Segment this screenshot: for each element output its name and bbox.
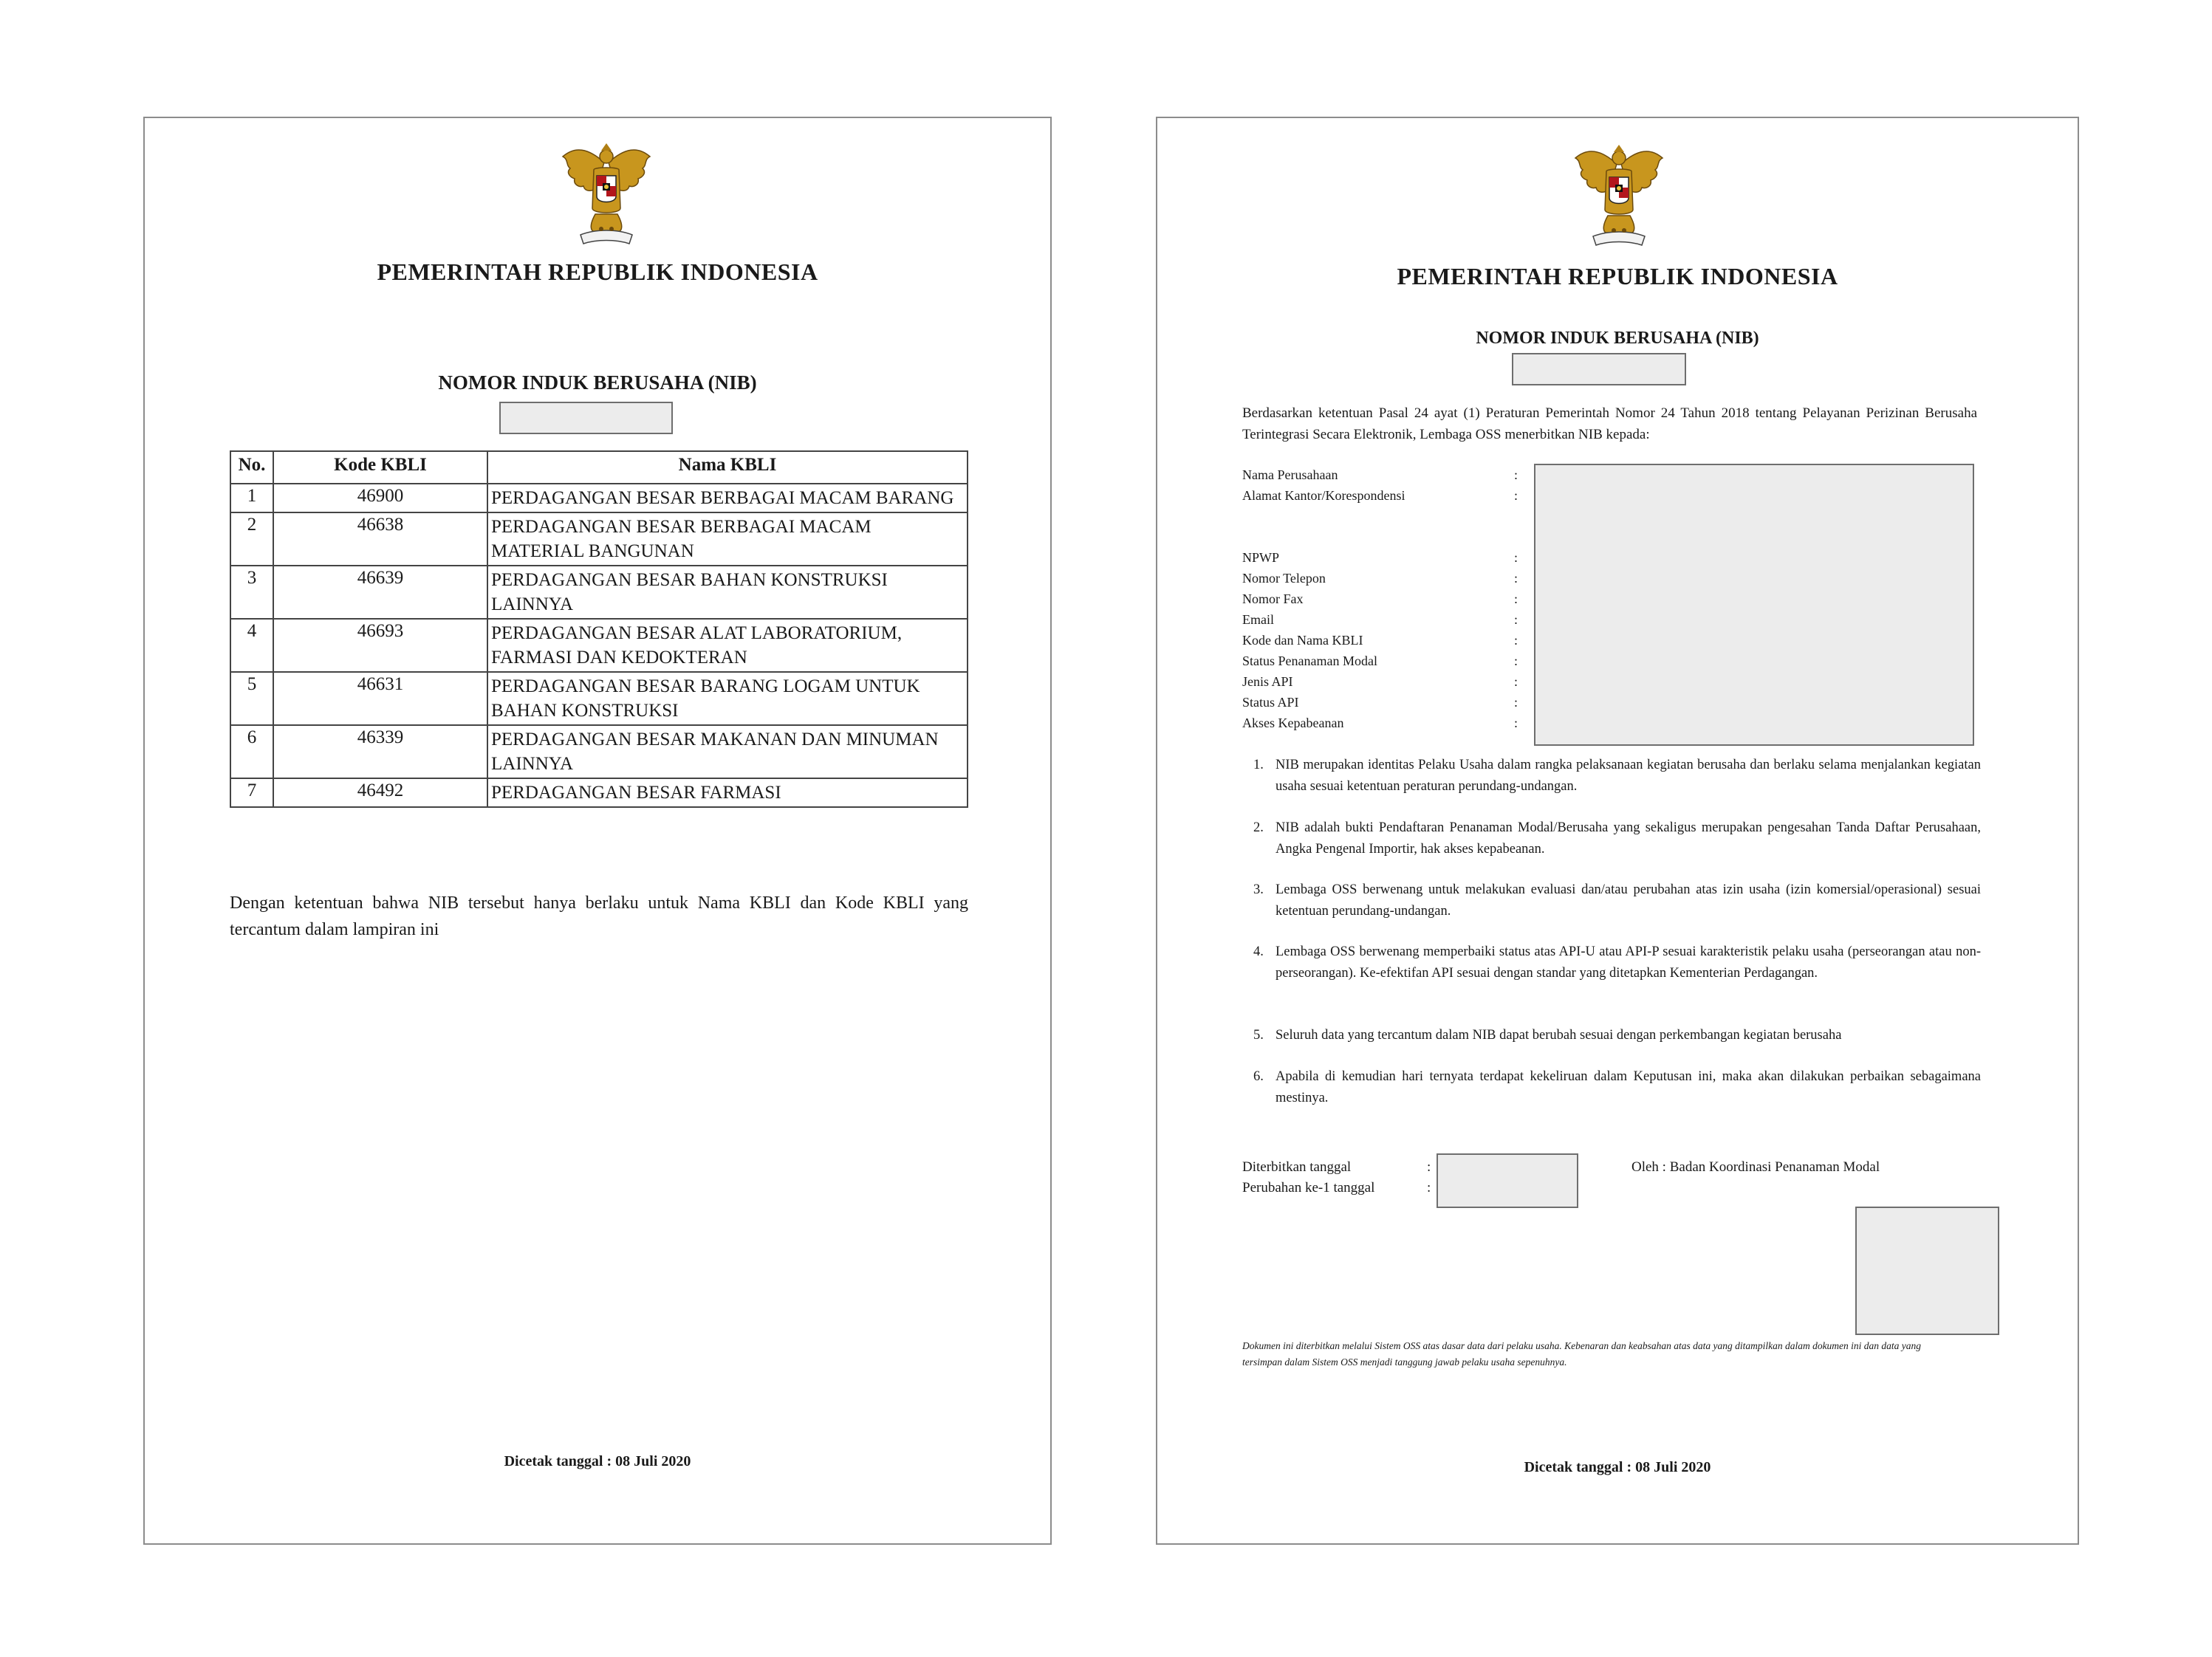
field-colon: : bbox=[1514, 467, 1518, 482]
item-number: 2. bbox=[1253, 820, 1264, 835]
header-kode-kbli: Kode KBLI bbox=[273, 451, 487, 484]
field-label: Nomor Fax bbox=[1242, 591, 1304, 606]
field-label: Email bbox=[1242, 612, 1274, 627]
item-number: 1. bbox=[1253, 758, 1264, 772]
redacted-nib-number bbox=[499, 402, 673, 434]
item-number: 4. bbox=[1253, 944, 1264, 959]
field-colon: : bbox=[1514, 716, 1518, 730]
header-no: No. bbox=[230, 451, 273, 484]
issued-date-label: Diterbitkan tanggal bbox=[1242, 1159, 1352, 1175]
item-text: NIB merupakan identitas Pelaku Usaha dalam rangka pelaksanaan kegiatan berusaha dan berlaku selama menjalankan kegiatan usaha sesuai ketentuan peraturan perundang-undangan. bbox=[1276, 758, 1981, 794]
row-no: 4 bbox=[230, 619, 273, 672]
field-colon: : bbox=[1514, 633, 1518, 648]
field-label: Status Penanaman Modal bbox=[1242, 653, 1377, 668]
row-name: PERDAGANGAN BESAR BARANG LOGAM UNTUK BAHAN KONSTRUKSI bbox=[487, 672, 968, 725]
row-name: PERDAGANGAN BESAR BERBAGAI MACAM BARANG bbox=[487, 484, 968, 512]
row-name: PERDAGANGAN BESAR ALAT LABORATORIUM, FARMASI DAN KEDOKTERAN bbox=[487, 619, 968, 672]
row-no: 1 bbox=[230, 484, 273, 512]
row-name: PERDAGANGAN BESAR FARMASI bbox=[487, 778, 968, 807]
row-code: 46693 bbox=[273, 619, 487, 672]
item-text: Lembaga OSS berwenang untuk melakukan evaluasi dan/atau perubahan atas izin usaha (izin komersial/operasional) sesuai ketentuan perundang-undangan. bbox=[1276, 882, 1981, 919]
row-code: 46639 bbox=[273, 566, 487, 619]
field-colon: : bbox=[1514, 550, 1518, 565]
nib-certificate-page bbox=[1156, 117, 2079, 1545]
row-no: 5 bbox=[230, 672, 273, 725]
table-row bbox=[230, 566, 968, 619]
item-text: Seluruh data yang tercantum dalam NIB dapat berubah sesuai dengan perkembangan kegiatan berusaha bbox=[1276, 1028, 1842, 1043]
row-name: PERDAGANGAN BESAR BERBAGAI MACAM MATERIAL BANGUNAN bbox=[487, 512, 968, 566]
field-colon: : bbox=[1514, 612, 1518, 627]
redacted-company-details bbox=[1534, 464, 1974, 746]
list-item bbox=[1253, 879, 1981, 922]
row-code: 46339 bbox=[273, 725, 487, 778]
gov-title: PEMERINTAH REPUBLIK INDONESIA bbox=[1397, 263, 1838, 289]
issuer-name: Oleh : Badan Koordinasi Penanaman Modal bbox=[1631, 1159, 1880, 1175]
item-number: 6. bbox=[1253, 1069, 1264, 1084]
redacted-nib-number bbox=[1512, 353, 1686, 385]
row-code: 46900 bbox=[273, 484, 487, 512]
field-label: Alamat Kantor/Korespondensi bbox=[1242, 488, 1405, 503]
list-item bbox=[1253, 1066, 1981, 1109]
field-npwp bbox=[1242, 550, 1538, 571]
field-status-penanaman-modal bbox=[1242, 653, 1538, 674]
kbli-validity-note: Dengan ketentuan bahwa NIB tersebut hanya berlaku untuk Nama KBLI dan Kode KBLI yang tercantum dalam lampiran ini bbox=[230, 893, 968, 939]
field-colon: : bbox=[1514, 591, 1518, 606]
item-text: Lembaga OSS berwenang memperbaiki status atas API-U atau API-P sesuai karakteristik pelaku usaha (perseorangan atau non-perseorangan). Ke-efektifan API sesuai dengan standar yang ditetapkan Kementerian Perdagangan. bbox=[1276, 944, 1981, 981]
field-akses-kepabeanan bbox=[1242, 716, 1538, 736]
row-code: 46492 bbox=[273, 778, 487, 807]
field-label: Status API bbox=[1242, 695, 1299, 710]
field-label: Kode dan Nama KBLI bbox=[1242, 633, 1363, 648]
field-nama-perusahaan bbox=[1242, 467, 1538, 488]
field-label: Akses Kepabeanan bbox=[1242, 716, 1344, 730]
field-colon: : bbox=[1514, 653, 1518, 668]
item-number: 5. bbox=[1253, 1028, 1264, 1043]
table-row bbox=[230, 672, 968, 725]
table-row bbox=[230, 512, 968, 566]
nib-title: NOMOR INDUK BERUSAHA (NIB) bbox=[1476, 329, 1759, 348]
field-colon: : bbox=[1514, 695, 1518, 710]
field-colon: : bbox=[1514, 674, 1518, 689]
row-name: PERDAGANGAN BESAR BAHAN KONSTRUKSI LAINNYA bbox=[487, 566, 968, 619]
field-nomor-telepon bbox=[1242, 571, 1538, 591]
item-text: Apabila di kemudian hari ternyata terdapat kekeliruan dalam Keputusan ini, maka akan dilakukan perbaikan sebagaimana mestinya. bbox=[1276, 1069, 1981, 1105]
gov-title: PEMERINTAH REPUBLIK INDONESIA bbox=[377, 258, 818, 285]
row-name: PERDAGANGAN BESAR MAKANAN DAN MINUMAN LAINNYA bbox=[487, 725, 968, 778]
field-kode-nama-kbli bbox=[1242, 633, 1538, 653]
change-date-label: Perubahan ke-1 tanggal bbox=[1242, 1180, 1375, 1195]
row-no: 6 bbox=[230, 725, 273, 778]
redacted-issue-dates bbox=[1437, 1153, 1578, 1208]
kbli-table bbox=[230, 450, 968, 808]
oss-disclaimer: Dokumen ini diterbitkan melalui Sistem OSS atas dasar data dari pelaku usaha. Kebenaran dan keabsahan atas data yang ditampilkan dalam dokumen ini dan data yang tersimpan dalam Sistem OSS menjadi tanggung jawab pelaku usaha sepenuhnya. bbox=[1242, 1340, 1922, 1368]
printed-date: Dicetak tanggal : 08 Juli 2020 bbox=[1524, 1459, 1711, 1475]
field-label: Nama Perusahaan bbox=[1242, 467, 1338, 482]
field-nomor-fax bbox=[1242, 591, 1538, 612]
row-code: 46638 bbox=[273, 512, 487, 566]
garuda-emblem-icon bbox=[558, 140, 654, 251]
nib-attachment-page bbox=[143, 117, 1052, 1545]
field-colon: : bbox=[1514, 571, 1518, 586]
redacted-qr-code bbox=[1855, 1207, 1999, 1335]
list-item bbox=[1253, 941, 1981, 984]
list-item bbox=[1253, 817, 1981, 860]
issued-date-colon: : bbox=[1427, 1159, 1431, 1175]
row-no: 2 bbox=[230, 512, 273, 566]
field-alamat bbox=[1242, 488, 1538, 509]
printed-date: Dicetak tanggal : 08 Juli 2020 bbox=[504, 1453, 691, 1469]
table-row bbox=[230, 778, 968, 807]
table-row bbox=[230, 484, 968, 512]
row-code: 46631 bbox=[273, 672, 487, 725]
field-label: NPWP bbox=[1242, 550, 1280, 565]
table-header-row bbox=[230, 451, 968, 484]
item-text: NIB adalah bukti Pendaftaran Penanaman Modal/Berusaha yang sekaligus merupakan pengesahan Tanda Daftar Perusahaan, Angka Pengenal Importir, hak akses kepabeanan. bbox=[1276, 820, 1981, 857]
table-row bbox=[230, 619, 968, 672]
garuda-emblem-icon bbox=[1571, 142, 1667, 253]
field-label: Jenis API bbox=[1242, 674, 1293, 689]
field-label: Nomor Telepon bbox=[1242, 571, 1326, 586]
row-no: 7 bbox=[230, 778, 273, 807]
field-status-api bbox=[1242, 695, 1538, 716]
change-date-colon: : bbox=[1427, 1180, 1431, 1195]
legal-basis-intro: Berdasarkan ketentuan Pasal 24 ayat (1) Peraturan Pemerintah Nomor 24 Tahun 2018 tentang Pelayanan Perizinan Berusaha Terintegrasi Secara Elektronik, Lembaga OSS menerbitkan NIB kepada: bbox=[1242, 405, 1977, 442]
row-no: 3 bbox=[230, 566, 273, 619]
item-number: 3. bbox=[1253, 882, 1264, 897]
field-email bbox=[1242, 612, 1538, 633]
list-item bbox=[1253, 1025, 1981, 1046]
list-item bbox=[1253, 755, 1981, 797]
field-jenis-api bbox=[1242, 674, 1538, 695]
header-nama-kbli: Nama KBLI bbox=[487, 451, 968, 484]
field-colon: : bbox=[1514, 488, 1518, 503]
table-row bbox=[230, 725, 968, 778]
nib-title: NOMOR INDUK BERUSAHA (NIB) bbox=[438, 371, 757, 394]
